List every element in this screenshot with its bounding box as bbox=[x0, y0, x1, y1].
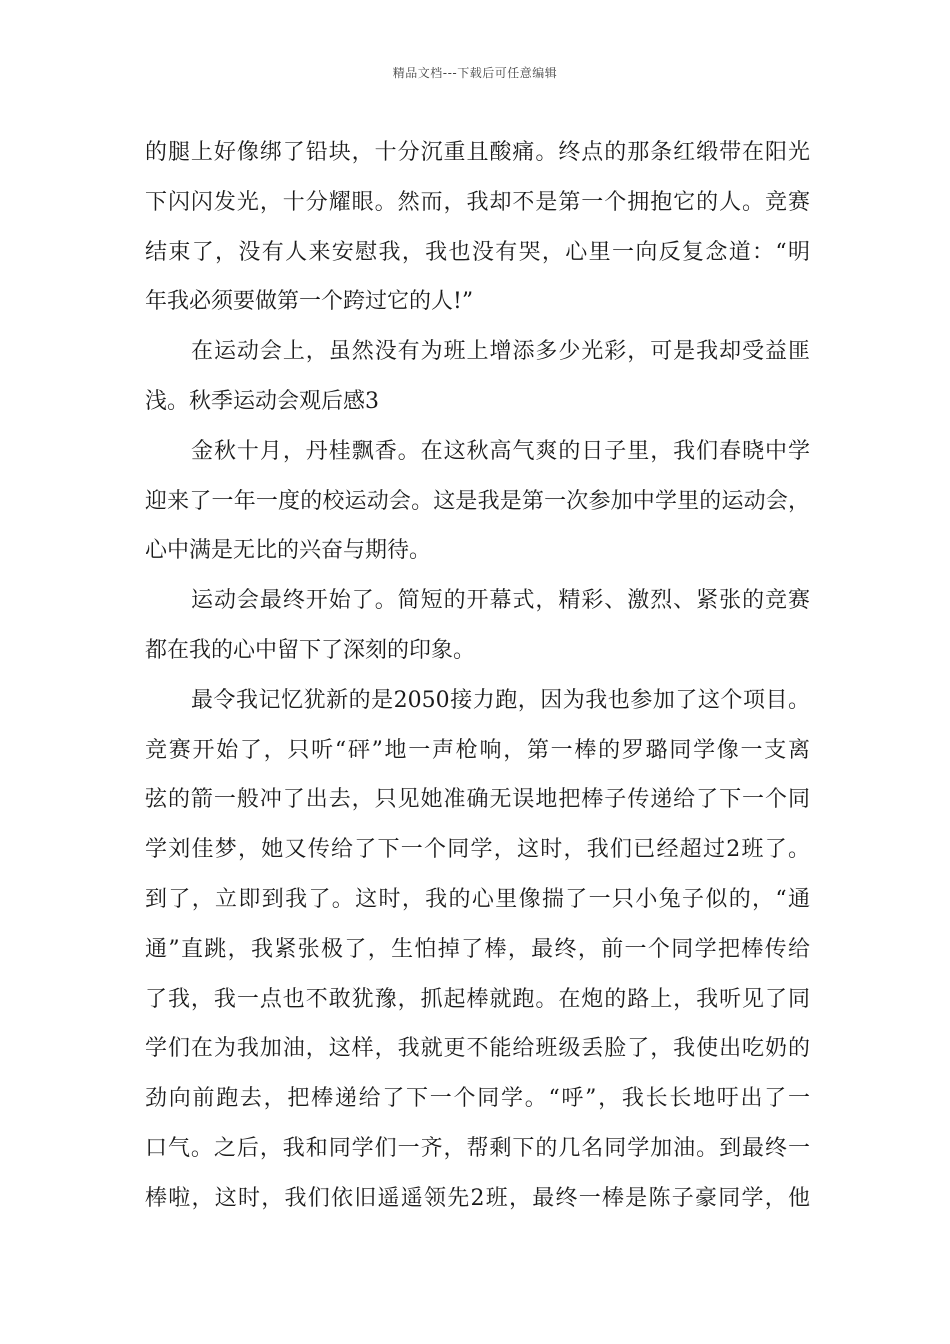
text-line: 棒啦，这时，我们依旧遥遥领先2班，最终一棒是陈子豪同学，他 bbox=[145, 1185, 810, 1211]
text-line: 到了，立即到我了。这时，我的心里像揣了一只小兔子似的，“通 bbox=[145, 886, 810, 912]
text-line: 运动会最终开始了。简短的开幕式，精彩、激烈、紧张的竞赛 bbox=[191, 588, 810, 614]
text-line: 都在我的心中留下了深刻的印象。 bbox=[145, 637, 476, 663]
text-line: 金秋十月，丹桂飘香。在这秋高气爽的日子里，我们春晓中学 bbox=[191, 438, 810, 464]
text-line: 通”直跳，我紧张极了，生怕掉了棒，最终，前一个同学把棒传给 bbox=[145, 936, 810, 962]
text-line: 了我，我一点也不敢犹豫，抓起棒就跑。在炮的路上，我听见了同 bbox=[145, 986, 810, 1012]
text-line: 浅。秋季运动会观后感3 bbox=[145, 388, 379, 414]
text-line: 竞赛开始了，只听“砰”地一声枪响，第一棒的罗璐同学像一支离 bbox=[145, 737, 810, 763]
text-line: 最令我记忆犹新的是2050接力跑，因为我也参加了这个项目。 bbox=[191, 687, 810, 713]
text-line: 口气。之后，我和同学们一齐，帮剩下的几名同学加油。到最终一 bbox=[145, 1135, 810, 1161]
text-line: 年我必须要做第一个跨过它的人!” bbox=[145, 289, 474, 315]
page-header: 精品文档---下载后可任意编辑 bbox=[392, 66, 558, 80]
text-line: 下闪闪发光，十分耀眼。然而，我却不是第一个拥抱它的人。竞赛 bbox=[145, 189, 810, 215]
text-line: 弦的箭一般冲了出去，只见她准确无误地把棒子传递给了下一个同 bbox=[145, 787, 810, 813]
text-line: 在运动会上，虽然没有为班上增添多少光彩，可是我却受益匪 bbox=[191, 339, 810, 365]
text-line: 学们在为我加油，这样，我就更不能给班级丢脸了，我使出吃奶的 bbox=[145, 1036, 810, 1062]
body-text bbox=[145, 128, 810, 1224]
text-line: 劲向前跑去，把棒递给了下一个同学。“呼”，我长长地吁出了一 bbox=[145, 1086, 810, 1112]
text-line: 迎来了一年一度的校运动会。这是我是第一次参加中学里的运动会， bbox=[145, 488, 810, 514]
text-line: 的腿上好像绑了铅块，十分沉重且酸痛。终点的那条红缎带在阳光 bbox=[145, 140, 810, 165]
text-line: 心中满是无比的兴奋与期待。 bbox=[145, 538, 432, 564]
text-line: 学刘佳梦，她又传给了下一个同学，这时，我们已经超过2班了。 bbox=[145, 837, 810, 863]
text-line: 结束了，没有人来安慰我，我也没有哭，心里一向反复念道：“明 bbox=[145, 239, 810, 265]
